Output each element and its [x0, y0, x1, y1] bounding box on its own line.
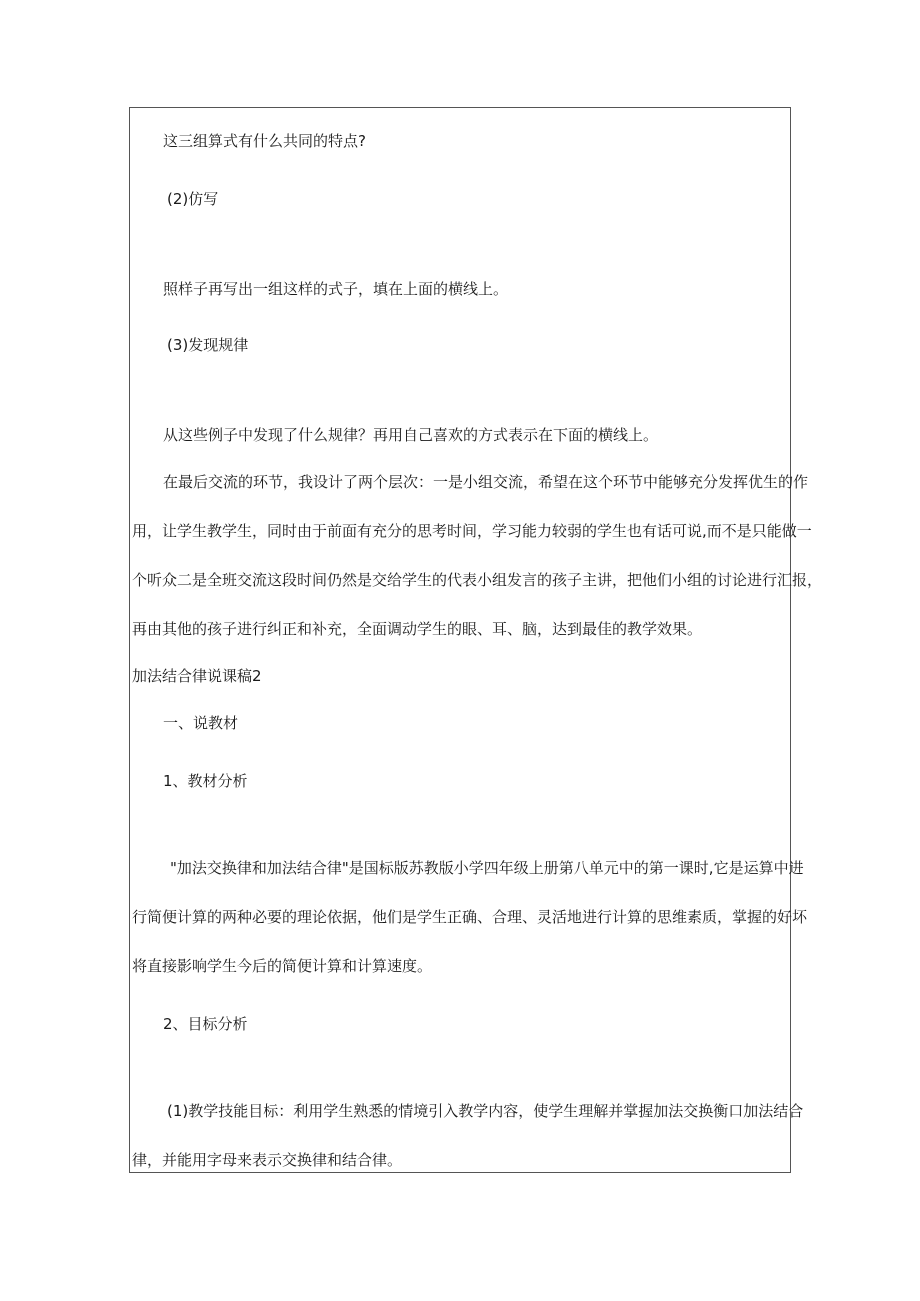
paragraph-line: (1)教学技能目标：利用学生熟悉的情境引入教学内容，使学生理解并掌握加法交换衡口加法结合 — [167, 1102, 804, 1120]
subheading-goal-analysis: 2、目标分析 — [163, 1015, 248, 1033]
paragraph-line: 再由其他的孩子进行纠正和补充，全面调动学生的眼、耳、脑，达到最佳的教学效果。 — [132, 620, 703, 638]
step-heading-discover: (3)发现规律 — [167, 336, 249, 354]
paragraph-line: 在最后交流的环节，我设计了两个层次：一是小组交流，希望在这个环节中能够充分发挥优生的作 — [163, 473, 809, 491]
paragraph-line: 用，让学生教学生，同时由于前面有充分的思考时间，学习能力较弱的学生也有话可说,而不是只能做一 — [132, 522, 812, 540]
paragraph-line: 行简便计算的两种必要的理论依据，他们是学生正确、合理、灵活地进行计算的思维素质，掌握的好坏 — [132, 908, 808, 926]
paragraph-line: 个听众二是全班交流这段时间仍然是交给学生的代表小组发言的孩子主讲，把他们小组的讨论进行汇报， — [132, 571, 823, 589]
question-line: 这三组算式有什么共同的特点? — [163, 132, 366, 150]
paragraph-line: 律，并能用字母来表示交换律和结合律。 — [132, 1151, 403, 1169]
paragraph-line: "加法交换律和加法结合律"是国标版苏教版小学四年级上册第八单元中的第一课时,它是运算中进 — [170, 859, 804, 877]
subheading-textbook-analysis: 1、教材分析 — [163, 772, 248, 790]
section-heading-textbook: 一、说教材 — [163, 714, 239, 732]
step-heading-imitate: (2)仿写 — [167, 190, 219, 208]
discover-instruction: 从这些例子中发现了什么规律？再用自己喜欢的方式表示在下面的横线上。 — [163, 426, 659, 444]
paragraph-line: 将直接影响学生今后的简便计算和计算速度。 — [132, 957, 433, 975]
section-title: 加法结合律说课稿2 — [132, 667, 262, 685]
imitate-instruction: 照样子再写出一组这样的式子，填在上面的横线上。 — [163, 280, 509, 298]
